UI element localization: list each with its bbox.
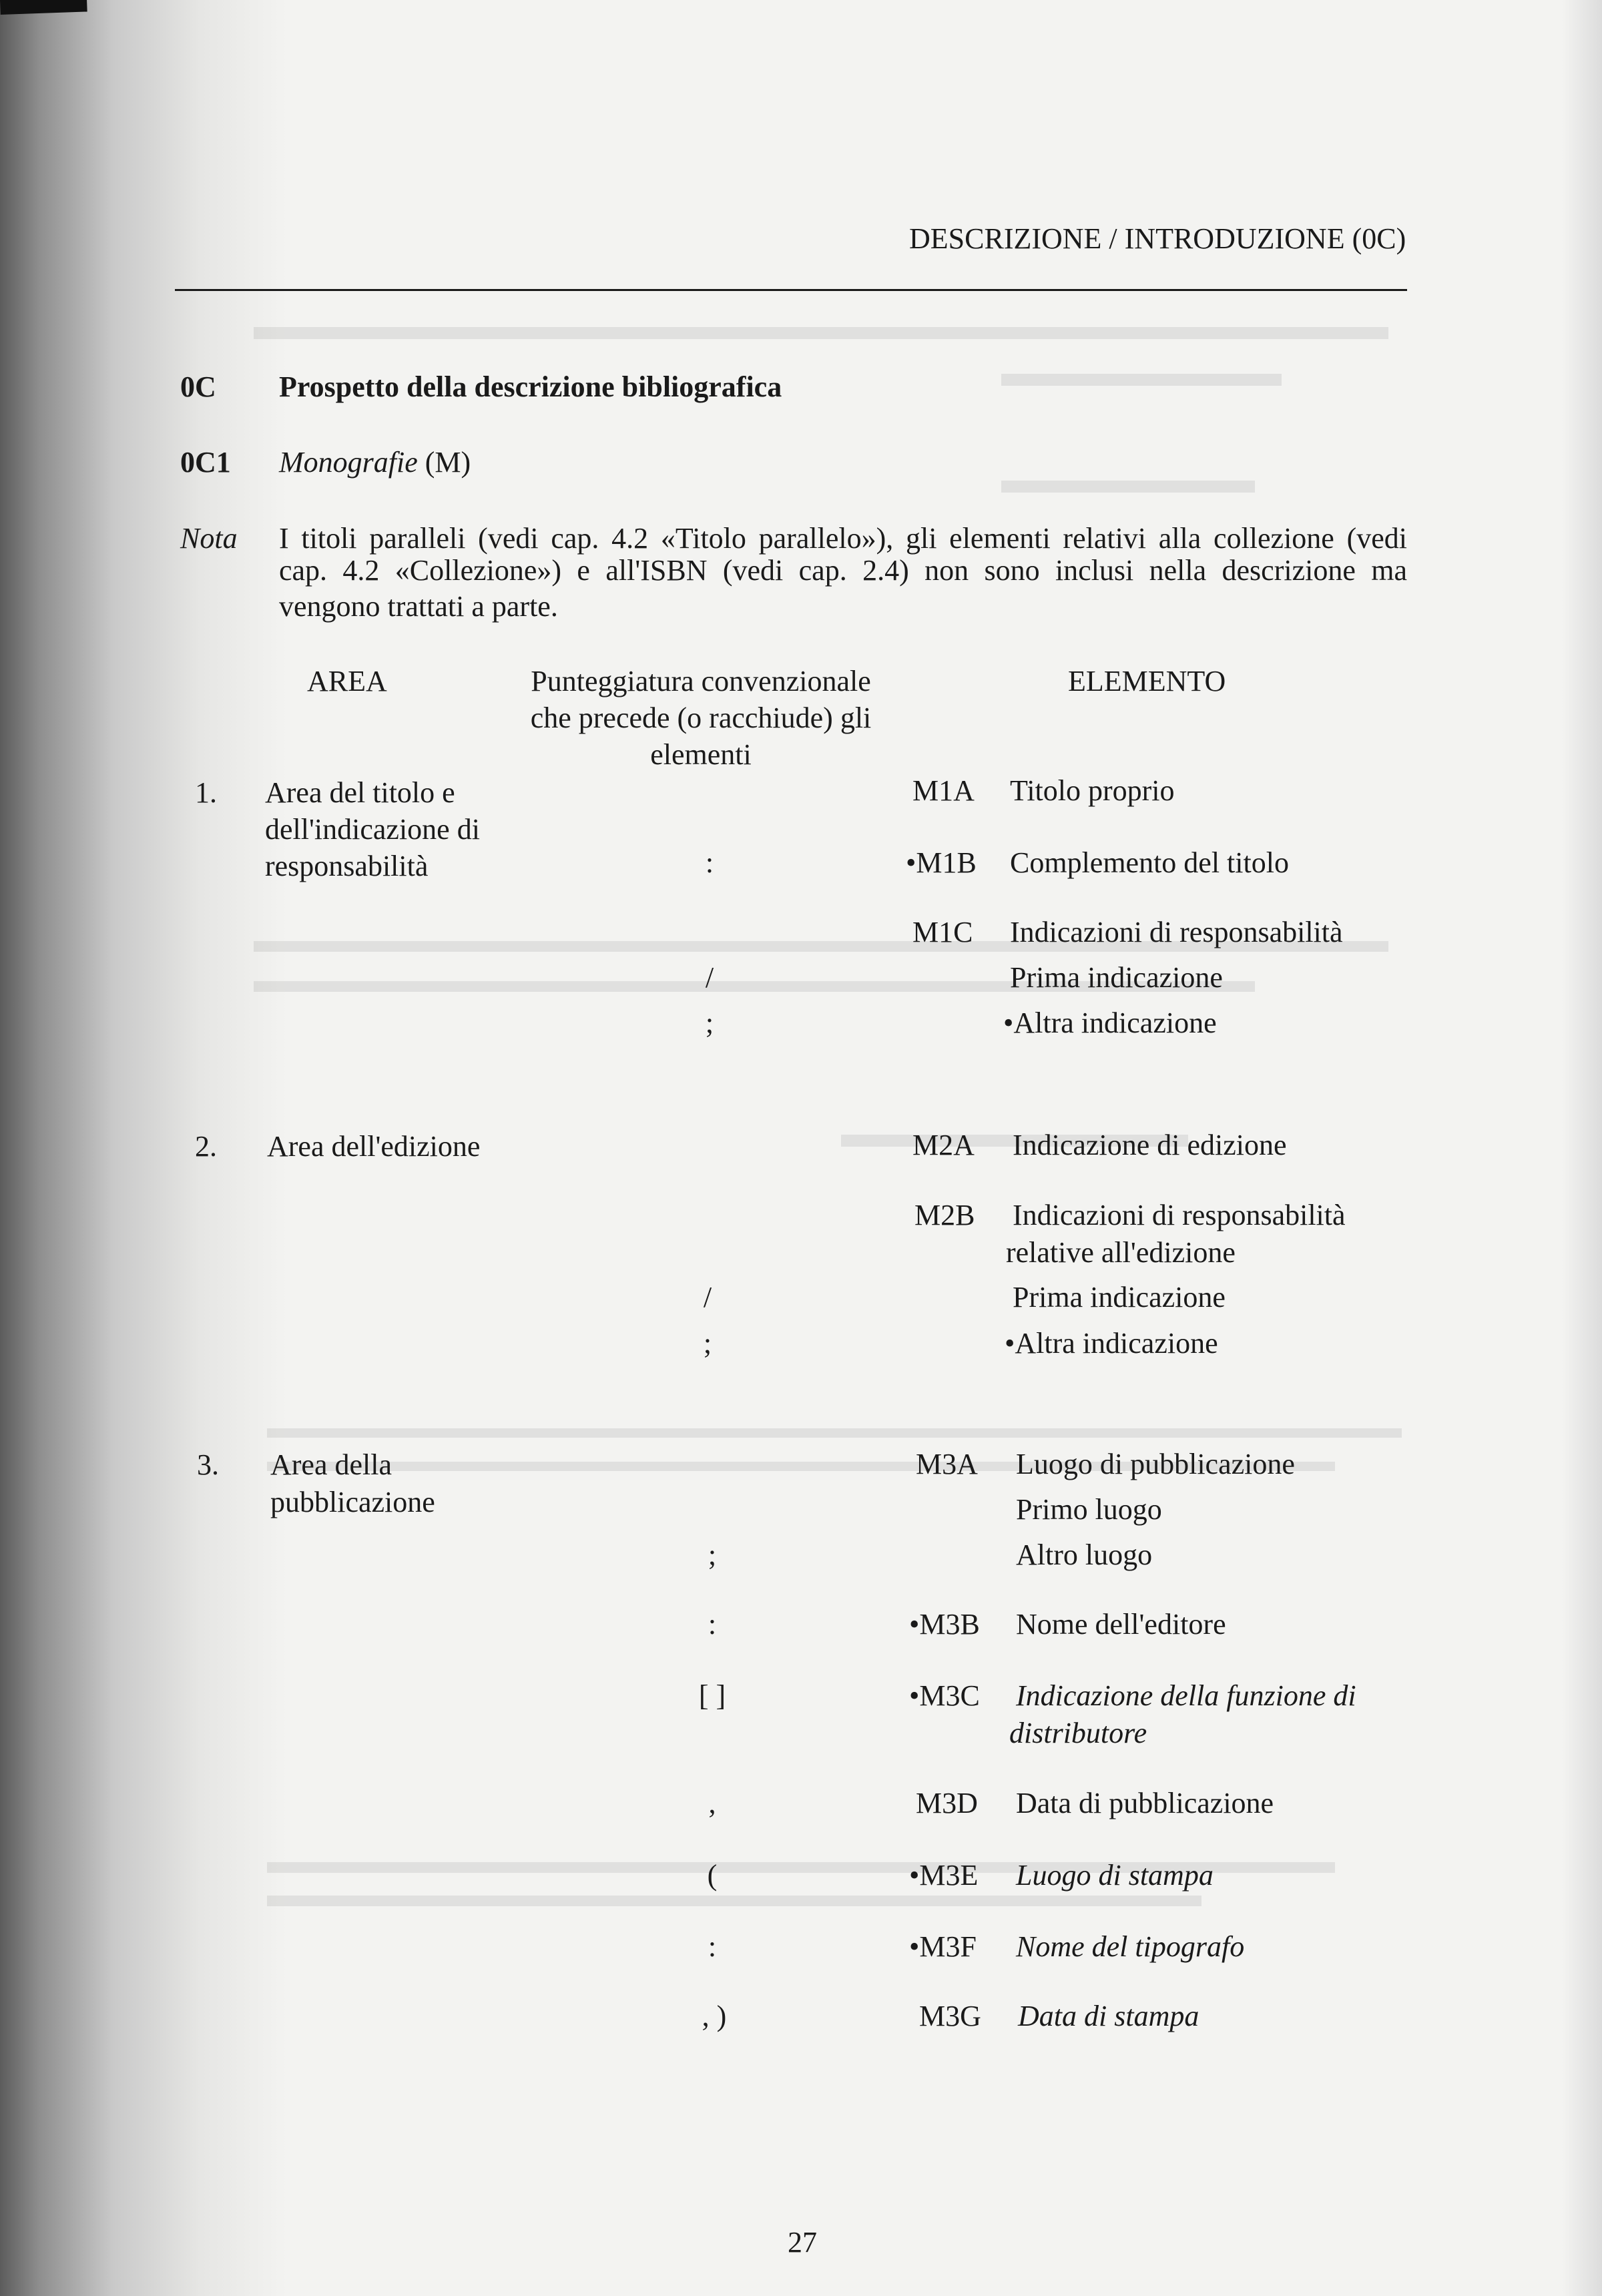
- area-number: 3.: [197, 1448, 219, 1481]
- header-element: ELEMENTO: [1068, 665, 1226, 697]
- area-name: [270, 1446, 435, 1521]
- header-rule: [175, 289, 1407, 291]
- punctuation-mark: /: [705, 961, 714, 994]
- punctuation-mark: :: [708, 1608, 717, 1641]
- element-label-continuation: relative all'edizione: [1006, 1236, 1236, 1269]
- punctuation-mark: ;: [705, 1007, 714, 1039]
- punctuation-mark: (: [707, 1859, 718, 1892]
- subsection-code: (M): [425, 446, 471, 479]
- element-code: •M3C: [909, 1679, 980, 1712]
- element-label: Indicazione della funzione di: [1016, 1679, 1356, 1712]
- punctuation-mark: ;: [703, 1327, 712, 1360]
- element-code: •M1B: [906, 846, 977, 879]
- element-label: Luogo di stampa: [1016, 1859, 1214, 1892]
- page-number: 27: [788, 2226, 817, 2259]
- note-line: vengono trattati a parte.: [279, 590, 558, 623]
- area-name-line: Area dell'edizione: [267, 1130, 481, 1163]
- element-label: Nome del tipografo: [1016, 1930, 1245, 1963]
- header-area: AREA: [307, 665, 387, 697]
- element-label: Nome dell'editore: [1016, 1608, 1226, 1641]
- punctuation-mark: ;: [708, 1538, 717, 1571]
- element-label: Titolo proprio: [1010, 774, 1175, 807]
- element-code: M1C: [912, 916, 973, 948]
- element-label: Luogo di pubblicazione: [1016, 1448, 1295, 1480]
- element-label: •Altra indicazione: [1005, 1327, 1218, 1360]
- running-header: [909, 220, 1406, 258]
- header-punctuation-line: elementi: [650, 738, 752, 771]
- element-label: •Altra indicazione: [1003, 1007, 1217, 1039]
- element-label: Indicazioni di responsabilità: [1013, 1199, 1346, 1231]
- section-number: 0C: [180, 370, 216, 403]
- element-label: Primo luogo: [1016, 1493, 1162, 1526]
- punctuation-mark: /: [703, 1281, 712, 1314]
- header-punctuation-line: che precede (o racchiude) gli: [530, 701, 872, 734]
- element-label: Indicazione di edizione: [1013, 1129, 1287, 1161]
- punctuation-mark: :: [705, 846, 714, 879]
- area-number: 1.: [195, 776, 217, 809]
- element-code: •M3B: [909, 1608, 980, 1641]
- area-name: [267, 1128, 480, 1165]
- punctuation-mark: ,: [708, 1787, 716, 1819]
- element-label: Data di stampa: [1018, 2000, 1199, 2032]
- element-code: M1A: [912, 774, 975, 807]
- area-name-line: responsabilità: [265, 850, 429, 882]
- element-label: Altro luogo: [1016, 1538, 1153, 1571]
- element-label-continuation: distributore: [1009, 1717, 1147, 1749]
- header-punctuation: [507, 663, 894, 773]
- area-name: [265, 774, 480, 884]
- punctuation-mark: , ): [702, 2000, 727, 2032]
- element-label: Prima indicazione: [1010, 961, 1223, 994]
- element-code: M3A: [916, 1448, 978, 1480]
- area-name-line: pubblicazione: [270, 1486, 435, 1518]
- subsection-heading: [279, 444, 471, 481]
- element-label: Indicazioni di responsabilità: [1010, 916, 1343, 948]
- subsection-number: 0C1: [180, 446, 231, 479]
- subsection-title: Monografie: [279, 446, 418, 479]
- element-code: •M3E: [909, 1859, 979, 1892]
- element-code: M3D: [916, 1787, 978, 1819]
- header-punctuation-line: Punteggiatura convenzionale: [531, 665, 871, 697]
- note-line: I titoli paralleli (vedi cap. 4.2 «Titolo parallelo»), gli elementi relativi alla collezione (vedi: [279, 522, 1407, 555]
- area-name-line: dell'indicazione di: [265, 813, 480, 846]
- punctuation-mark: :: [708, 1930, 717, 1963]
- element-code: M3G: [919, 2000, 981, 2032]
- section-title: Prospetto della descrizione bibliografica: [279, 370, 782, 403]
- running-title: DESCRIZIONE / INTRODUZIONE (0C): [909, 222, 1406, 255]
- punctuation-mark: [ ]: [698, 1679, 726, 1712]
- element-code: M2A: [912, 1129, 975, 1161]
- element-label: Complemento del titolo: [1010, 846, 1289, 879]
- element-code: M2B: [914, 1199, 975, 1231]
- area-name-line: Area del titolo e: [265, 776, 455, 809]
- element-code: •M3F: [909, 1930, 977, 1963]
- note-label: Nota: [180, 522, 238, 555]
- element-label: Data di pubblicazione: [1016, 1787, 1274, 1819]
- area-number: 2.: [195, 1130, 217, 1163]
- area-name-line: Area della: [270, 1448, 392, 1481]
- element-label: Prima indicazione: [1013, 1281, 1226, 1314]
- note-line: cap. 4.2 «Collezione») e all'ISBN (vedi cap. 2.4) non sono inclusi nella descrizione ma: [279, 554, 1407, 587]
